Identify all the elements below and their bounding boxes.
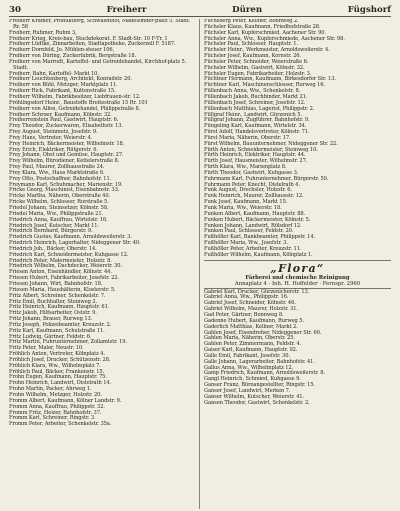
- directory-entry: Freiherr von Alfen, Getreidehandel, Philippstraße 8.: [9, 105, 141, 112]
- directory-entry: Funk Maria, Ww., Weierstr. 18.: [204, 205, 282, 211]
- directory-entry: Fritz Albert, Schreiner, Schenkelstr. 7.: [9, 292, 106, 299]
- directory-entry: Füllenbach Anna, Ww., Schenkelstr. 8.: [204, 88, 301, 95]
- directory-entry: Freiherr Leuchtenberg, Architekt, Konradstr. 20.: [9, 76, 132, 83]
- directory-entry: Funken Paul, Schlosser, Feldstr. 20.: [204, 228, 294, 235]
- directory-entry: Fürth Josef, Hausmeister, Wilhelmstr. 27.: [204, 158, 308, 165]
- directory-entry: Friesen Maria, Haushälterin, Klosterstr. 5.: [9, 286, 116, 293]
- directory-entry: Friedrich Bernhard, Bürgerstr. 9.: [9, 228, 93, 235]
- directory-entry: Frohn Wilhelm, Metzger, Holzstr. 20.: [9, 392, 102, 398]
- ad-title: „Flora“: [270, 261, 325, 275]
- directory-entry: Füchtner Karl, Maschinenschlosser, Rurweg 16.: [204, 82, 325, 89]
- directory-entry: Gamp Friedrich, Kaufmann, Arnoldsweilerstr. 8.: [204, 370, 325, 377]
- directory-entry: Fußhöller Peter, Arbeiter, Kreuzstr. 11.: [204, 245, 302, 252]
- directory-entry: Friesen Hubert, Fabrikarbeiter, Josefstr. 22.: [9, 275, 119, 282]
- directory-entry: Gallus Anna, Ww., Wilhelmplatz 12.: [204, 364, 294, 371]
- center-running-title: Düren: [232, 5, 263, 15]
- directory-entry: Gad Peter, Gärtner, Bonnweg 8.: [204, 311, 284, 318]
- directory-entry: Gabriel Wilhelm, Maurer, Holzstr. 31.: [204, 306, 298, 313]
- directory-entry: Füchsler Heinr., Werkmeister, Arnoldsweilerstr. 4.: [204, 47, 330, 54]
- directory-entry: Frey Erich, Elektriker, Rütgerstr. 6.: [9, 146, 98, 153]
- directory-entry: Fürth Anton, Schneidermeister, Steinweg 10.: [204, 146, 318, 153]
- directory-entry: Freiherr Lüdtke, Zinnarbeiten, Stadtapotheke, Zuckerzell F. 5187.: [9, 41, 176, 48]
- directory-entry: Frey Johann, Obst und Gemüse, Hauptstr. 27.: [9, 152, 124, 159]
- directory-entry: Galle Johann, Lagerarbeiter, Bahnhofstr. 41.: [204, 358, 315, 365]
- directory-entry: Fromm Peter, Arbeiter, Schenkelstr. 35a.: [9, 421, 112, 428]
- directory-entry: Füchsler Josef, Kaufmann, Kornstr. 26.: [204, 53, 301, 60]
- directory-entry: Funken Johann, Landwirt, Rölsdorf 12.: [204, 222, 302, 229]
- directory-entry: Funk August, Drechsler, Holzstr. 6.: [204, 187, 292, 194]
- directory-entry: Füllgraf Johann, Zugführer, Bahnhofstr. 9.: [204, 117, 310, 124]
- directory-entry: Fricke Wilhelm, Schlosser, Rurstraße 5.: [9, 199, 109, 206]
- directory-entry: Freiherr von Düring, Zuckerfabrik, Bergstraße 18.: [9, 53, 137, 60]
- directory-entry: Gansen Theodor, Gastwirt, Schenkelstr. 2.: [204, 399, 310, 406]
- directory-entry: Friedrich Josef, Kutscher, Markt 11.: [9, 222, 99, 229]
- directory-entry: Friedrich Peter, Malermeister, Holzstr. 8.: [9, 257, 112, 264]
- divider: [204, 260, 391, 261]
- directory-entry: Funk Heinrich, Maurer, Zollhausstr. 12.: [204, 193, 304, 200]
- directory-entry: Frey Hans, Vertreter, Weierstr. 4.: [9, 134, 93, 141]
- directory-entry: Füchsler Paul, Schlosser, Hauptstr. 1.: [204, 41, 298, 48]
- directory-entry: Gaiser Karl, Kaufmann, Hauptstr. 92.: [204, 347, 298, 354]
- directory-entry: Füllenbach Josef, Schreiner, Josefstr. 12.: [204, 99, 306, 106]
- directory-entry: Frey Wilhelm, Bürodiener, Kettelerstraße 8.: [9, 158, 120, 165]
- directory-entry: Gabriel Josef, Schneider, Kölnstr. 46.: [204, 300, 296, 307]
- directory-entry: Fritz Karl, Kaufmann, Schulstraße 11.: [9, 327, 105, 334]
- directory-entry: Funk Josef, Kaufmann, Markt 15.: [204, 199, 288, 206]
- directory-entry: Gaderlich Matthias, Kellner, Markt 2.: [204, 323, 298, 330]
- directory-entry: Füllenbach Jakob, Buchbinder, Markt 21.: [204, 93, 308, 100]
- directory-entry: Fröhlich Paul, Bäcker, Frankenstr. 15.: [9, 368, 105, 375]
- directory-entry: Ganser Wilhelm, Kutscher, Weierstr. 41.: [204, 393, 305, 400]
- directory-entry: Friedrich Karl, Schneidermeister, Kuhgasse 12.: [9, 251, 129, 258]
- right-running-title: Fügshorf: [347, 5, 391, 15]
- directory-entry: Gahlen Josef, Eisendreher, Nideggener Str. 60.: [204, 329, 322, 336]
- directory-entry: Fritz Peter, Maler, Neustr. 10.: [9, 345, 84, 352]
- directory-entry: Freiherr, Bahn, Kartoffel- Markt 10.: [9, 70, 99, 77]
- directory-entry: Fromm Anna, Kauffrau, Philippstr. 32.: [9, 403, 105, 410]
- right-column-top-entries: [204, 19, 391, 259]
- directory-entry: Frohn Heinrich, Landwirt, Distelrath 14.: [9, 380, 112, 387]
- directory-entry: Fritz Johann, Brauer, Rurweg 13.: [9, 316, 93, 323]
- directory-entry: Frohn Eugen, Kaufmann, Hauptstr. 75.: [9, 374, 107, 381]
- directory-entry: Freiherr von Bühl, Metzger, Marktplatz 11.: [9, 82, 118, 89]
- directory-entry: Fromm Karl, Schreiner, Ringstr. 3.: [9, 415, 96, 422]
- directory-entry: Fürst Adolf, Handelsvertreter, Kölnstr. 71.: [204, 129, 310, 136]
- directory-entry: Freiherr Kramer, Produktförg, Schwalenhof, Mädelsinder-platz 5. Stadt. Rr. 58: [9, 19, 191, 30]
- directory-entry: Freiherr Rick, Fabrikant, Kuttenstraße 15.: [9, 88, 116, 95]
- directory-entry: Friedel Johann, Steinsetzer, Kölnstr. 58.: [9, 205, 109, 211]
- directory-entry: Friedrich Anna, Kauffrau, Wirtelstr. 16.: [9, 216, 108, 223]
- directory-entry: Freiherr Wilhelm, Fabrikbesitzer, Liebfrauen-str. 12.: [9, 93, 141, 100]
- directory-entry: Freiherr Schroer, Kaufmann, Kölnstr. 32.: [9, 111, 112, 118]
- directory-entry: Friedrich Gustav, Kaufmann, Arnoldsweilerstr. 3.: [9, 234, 132, 241]
- directory-entry: Friesen Johann, Wirt, Bahnhofstr. 18.: [9, 280, 103, 287]
- directory-entry: Frey Paul, Maurer, Zollhausstraße 24.: [9, 164, 105, 171]
- directory-entry: Gahlen Peter, Zimmermann, Feldstr. 4.: [204, 341, 302, 348]
- columns: [9, 19, 391, 509]
- directory-entry: Fritz Heinrich, Kaufmann, Hauptstr. 61.: [9, 304, 110, 311]
- directory-entry: Fuhrmann Karl, Fuhrunternehmer, Bürgerstr. 50.: [204, 175, 329, 182]
- directory-entry: Fürth Klara, Ww., Marienplatz 8.: [204, 164, 287, 171]
- directory-entry: Freymann Karl, Schuhmacher, Marienstr. 19.: [9, 181, 123, 188]
- directory-entry: Funken Albert, Kaufmann, Hauptstr. 88.: [204, 210, 306, 217]
- directory-entry: Frohn Martin, Packer, Ahrweg 1.: [9, 386, 92, 393]
- directory-entry: Fürth Heinrich, Elektriker, Hauptstr. 44.: [204, 152, 306, 159]
- directory-entry: Freiherr von Marrodt, Kartoffel- und Getreidehandel, Kirchhof-platz 5. Stadt.: [9, 58, 187, 71]
- directory-entry: Friedrich Joh., Bäcker, Oberstr. 14.: [9, 245, 97, 252]
- page-header: [9, 4, 391, 17]
- directory-entry: Ganser Josef, Landwirt, Merken 7.: [204, 387, 291, 394]
- ad-subtitle: Färberei und chemische Reinigung: [245, 274, 350, 281]
- directory-entry: Freiherrenstein Paul, Gastwirt, Hauptstr. 6.: [9, 117, 119, 124]
- directory-entry: Freiherr, Ruhmer, Ruhm 3,: [9, 29, 77, 36]
- directory-entry: Ganser Franz, Büroangestellter, Ringstr. 15.: [204, 382, 315, 389]
- directory-entry: Frey Otto, Postschaffner, Bahnhofstr. 11.: [9, 175, 112, 182]
- directory-entry: Funken Hubert, Bäckermeister, Kölnstr. 5.: [204, 216, 311, 223]
- ad-address-line: Annaplatz 4 · Inh. H. Hoffelder · Fernspr. 2960: [234, 280, 361, 287]
- directory-entry: Fritz Emil, Buchhalter, Steinweg 2.: [9, 298, 98, 305]
- right-column-bottom-entries: [204, 290, 391, 407]
- directory-entry: Fröhlingsdorf Heinr., Baustoffe Breitestraße 15 Rr. 101: [9, 99, 148, 106]
- directory-entry: Fußhöller Wilhelm, Kaufmann, Kölnplatz 1.: [204, 251, 313, 258]
- directory-entry: Fricke Martha, Näherin, Oberstraße 40.: [9, 193, 111, 200]
- left-column: [9, 19, 200, 509]
- directory-entry: Füchsler Klaus, Kaufmann, Friedhofstraße 28.: [204, 23, 321, 30]
- directory-entry: Gabriel Anna, Ww., Philippstr. 16.: [204, 294, 289, 301]
- directory-entry: Frey August, Steinmetz, Josefstr. 9.: [9, 129, 98, 136]
- directory-entry: Füchsler Wilhelm, Gastwirt, Kölnstr. 32.: [204, 64, 305, 71]
- directory-entry: Fritz Joseph, Polizeibeamter, Kreuzstr. 2.: [9, 321, 112, 328]
- directory-entry: Füllenbach Matthias, Lagerist, Philippstr. 2.: [204, 105, 315, 112]
- directory-entry: Gabriel Karl, Drucker, Gürzenicherstr. 13.: [204, 288, 310, 295]
- directory-entry: Frey Heinrich, Bäckermeister, Wilhelmstr. 18.: [9, 140, 125, 147]
- directory-entry: Fricke Georg, Maschinist, Eisenbahnstr. 33.: [9, 187, 120, 194]
- directory-entry: Füllgraf Heinr., Landwirt, Gürzenich 5.: [204, 111, 302, 118]
- directory-entry: Fürth Theodor, Gastwirt, Kuhgasse 3.: [204, 169, 299, 176]
- directory-entry: Gahlen Maria, Näherin, Oberstr. 25.: [204, 335, 295, 342]
- directory-entry: Friedel Maria, Ww., Philippstraße 21.: [9, 210, 104, 217]
- directory-entry: Füngeling Karl, Kaufmann, Wirtelstr. 34.: [204, 123, 307, 130]
- directory-entry: Frey Theodor, Zuckerwaren, Elisabethstr. 13.: [9, 123, 123, 130]
- directory-entry: Füchsler Peter, Schneider, Weierstraße 6.: [204, 58, 309, 65]
- directory-entry: Füchsler Anna, Ww., Kupferschmiede, Aachener Str. 98.: [204, 35, 345, 42]
- advertisement: [204, 263, 391, 287]
- directory-entry: Fußhöller Maria, Ww., Josefstr. 3.: [204, 240, 288, 247]
- directory-entry: Fürst Maria, Näherin, Oberstr. 17.: [204, 134, 291, 141]
- directory-entry: Gangl Heinrich, Schmied, Kuhgasse 9.: [204, 376, 301, 383]
- directory-entry: Fromm Albert, Kaufmann, Kölner Landstr. 9.: [9, 397, 122, 404]
- directory-entry: Füchtner Hermann, Kaufmann, Birkesdorfer Str. 13.: [204, 76, 336, 83]
- directory-entry: Gadenne Hubert, Kaufmann, Rurweg 5.: [204, 317, 304, 324]
- directory-entry: Friedrich Wilhelm, Dachdecker, Weierstr. 30.: [9, 263, 123, 270]
- directory-entry: Fröhlich Anton, Vertreter, Kölnplatz 4.: [9, 351, 105, 358]
- directory-entry: Galle Emil, Fabrikant, Josefstr. 30.: [204, 352, 290, 359]
- directory-entry: Freiherr Krieg, Kreis-bau, Stuckdekorat. F. Stadt-Str. 10 F-Tr. 1: [9, 35, 168, 42]
- directory-entry: Fröhlich Josef, Drucker, Schützenstr. 28.: [9, 356, 111, 363]
- directory-entry: Füchsler Karl, Kupferschmied, Aachener Str. 90.: [204, 29, 326, 36]
- directory-entry: Fröhlich Klara, Ww., Wilhelmplatz 7.: [9, 362, 101, 369]
- right-column: [200, 19, 391, 509]
- directory-entry: Frey Klara, Ww., Haus Marktstraße 6.: [9, 169, 105, 176]
- directory-entry: Friesen Anton, Eisenhändler, Kölnstr. 44.: [9, 269, 112, 276]
- directory-entry: Fürst Wilhelm, Bauunternehmer, Nideggener Str. 22.: [204, 140, 338, 147]
- directory-entry: Fromm Fritz, Heizer, Bahnhofstr. 37.: [9, 409, 102, 416]
- directory-entry: Fuhrmann Peter, Knecht, Distelrath 4.: [204, 181, 300, 188]
- directory-entry: Fritz Ludwig, Gärtner, Feldstr. 6.: [9, 333, 92, 340]
- directory-entry: Fritz Martin, Fuhrunternehmer, Zollamtstr. 19.: [9, 339, 127, 346]
- directory-entry: Füchsler Eugen, Fabrikarbeiter, Holzstr. 3.: [204, 70, 312, 77]
- page-number: 30: [9, 5, 21, 15]
- directory-entry: Freiherr Dornfeld, Jo. Mühlen-steuer 106,: [9, 47, 115, 54]
- directory-entry: Friedrich Heinrich, Lagerhalter, Nideggener Str. 40.: [9, 240, 141, 247]
- directory-entry: Füchsberg Peter, Kellner, Bonnweg 2.: [204, 19, 299, 24]
- directory-entry: Fußhöller Karl, Bankbeamter, Philippstr. 14.: [204, 234, 316, 241]
- left-running-title: Freiherr: [106, 5, 147, 15]
- directory-entry: Fritz Jakob, Hilfsarbeiter, Oststr. 9.: [9, 310, 97, 317]
